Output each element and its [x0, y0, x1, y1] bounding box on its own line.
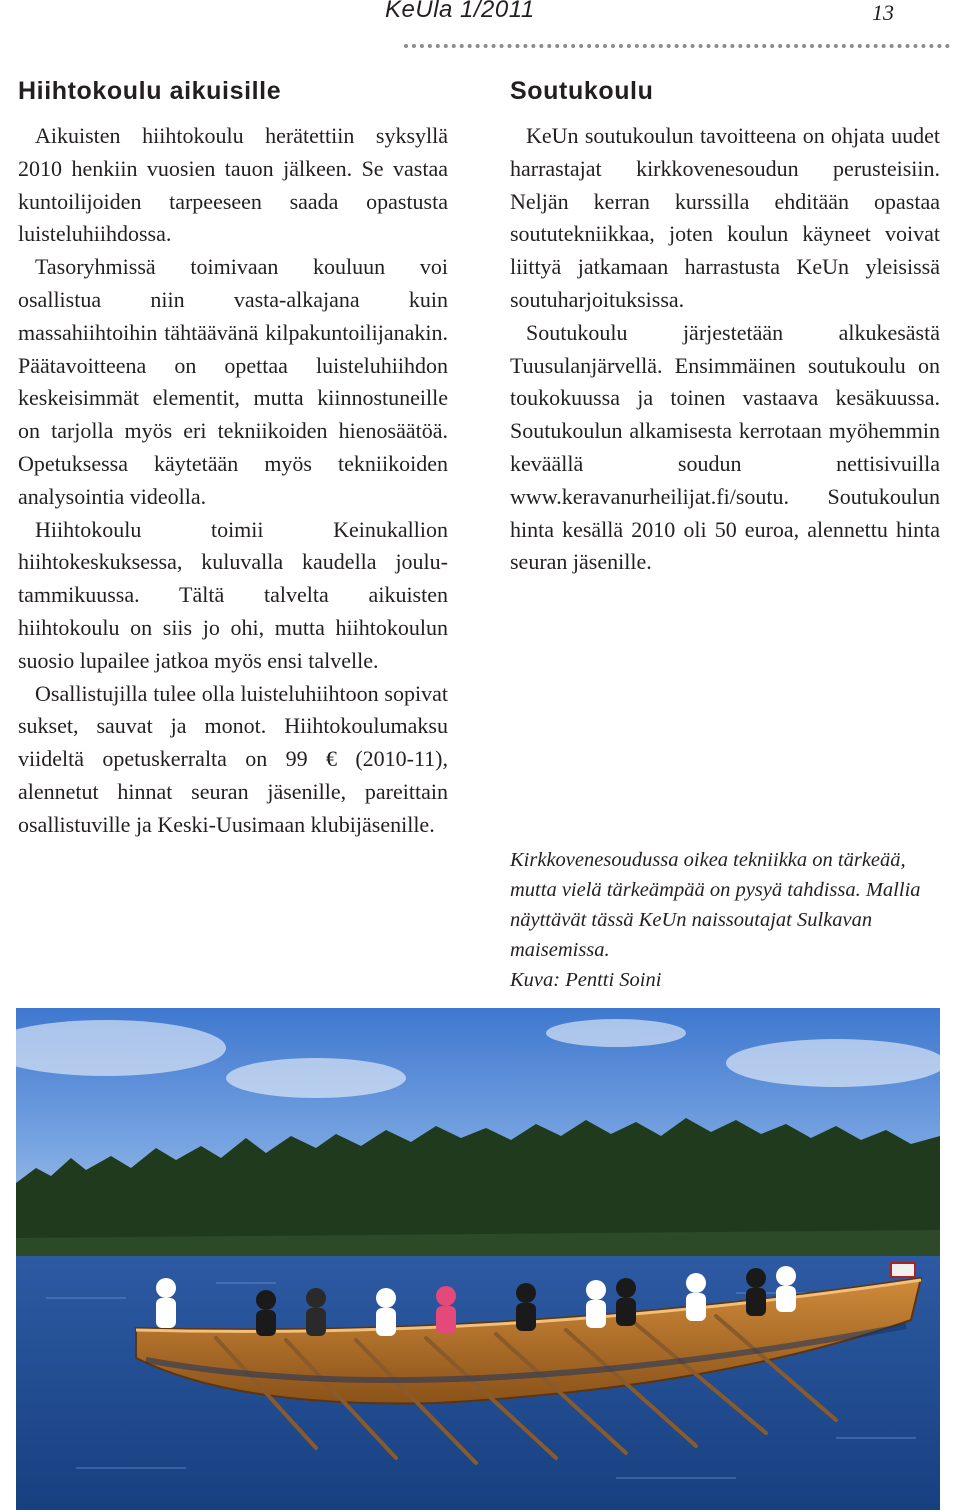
article-heading: Soutukoulu [510, 77, 654, 105]
paragraph: Tasoryhmissä toimivaan kouluun voi osallistua niin vasta-alkajana kuin massahiihtoihin tähtäävänä kilpakuntoilijanakin. Päätavoitteena on opettaa luisteluhiihdon keskeisimmät elementit, mutta kiinnostuneille on tarjolla myös eri tekniikoiden hienosäätöä. Opetuksessa käytetään myös tekniikoiden analysointia videolla. [18, 254, 448, 509]
paragraph: KeUn soutukoulun tavoitteena on ohjata uudet harrastajat kirkkovenesoudun perusteisiin. Neljän kerran kurssilla ehditään opastaa soututekniikkaa, joten koulun käyneet voivat liittyä jatkamaan harrastusta KeUn yleisissä soutuharjoituksissa. [510, 123, 940, 312]
article-soutukoulu [510, 72, 940, 579]
article-body [18, 120, 448, 842]
paragraph: Soutukoulu järjestetään alkukesästä Tuusulanjärvellä. Ensimmäinen soutukoulu on toukokuussa ja toinen vastaava kesäkuussa. Soutukoulun alkamisesta kerrotaan myöhemmin keväällä soudun nettisivuilla www.keravanurheilijat.fi/soutu. Soutukoulun hinta kesällä 2010 oli 50 euroa, alennettu hinta seuran jäsenille. [510, 319, 940, 575]
article-hiihtokoulu [18, 72, 448, 842]
article-heading: Hiihtokoulu aikuisille [18, 77, 282, 105]
boat-flag [891, 1263, 915, 1277]
rowing-photo-image [16, 1008, 940, 1510]
paragraph: Aikuisten hiihtokoulu herätettiin syksyllä 2010 henkiin vuosien tauon jälkeen. Se vastaa kuntoilijoiden tarpeeseen saada opastusta luisteluhiihdossa. [18, 123, 448, 247]
photo-credit: Kuva: Pentti Soini [510, 969, 662, 991]
rowing-photo [16, 1008, 940, 1510]
paragraph: Hiihtokoulu toimii Keinukallion hiihtokeskuksessa, kuluvalla kaudella joulu-tammikuussa. Tältä talvelta aikuisten hiihtokoulu on siis jo ohi, mutta hiihtokoulun suosio lupailee jatkoa myös ensi talvelle. [18, 516, 448, 673]
header-divider [404, 44, 950, 48]
page-header-title: KeUla 1/2011 [385, 0, 535, 23]
paragraph: Osallistujilla tulee olla luisteluhiihtoon sopivat sukset, sauvat ja monot. Hiihtokoulumaksu viideltä opetuskerralta on 99 € (2010-11), alennetut hinnat seuran jäsenille, pareittain osallistuville ja Keski-Uusimaan klubijäsenille. [18, 680, 448, 837]
page-number: 13 [872, 0, 894, 25]
photo-caption [510, 845, 940, 995]
caption-text: Kirkkovenesoudussa oikea tekniikka on tärkeää, mutta vielä tärkeämpää on pysyä tahdissa. Mallia näyttävät tässä KeUn naissoutajat Sulkavan maisemissa. [510, 849, 921, 961]
article-body [510, 120, 940, 579]
